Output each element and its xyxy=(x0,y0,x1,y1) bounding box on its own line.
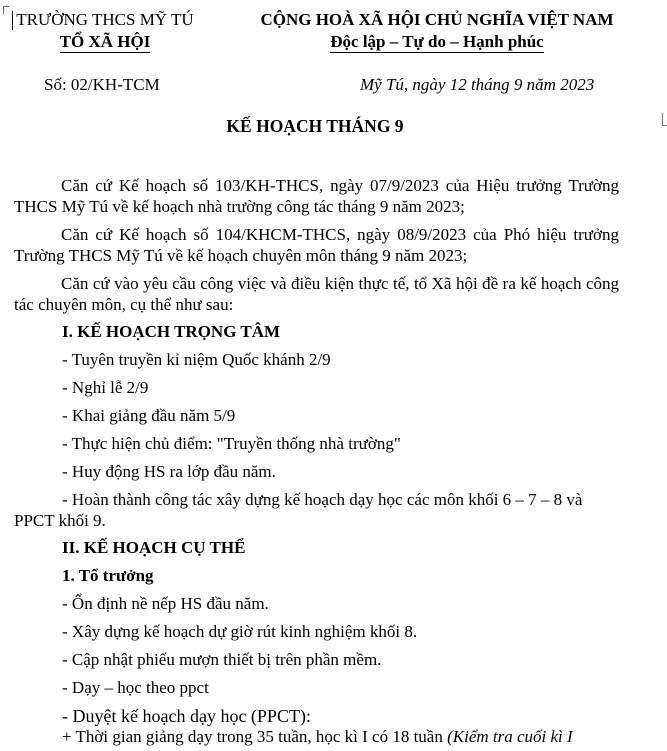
intro-paragraph-1: Căn cứ Kế hoạch số 103/KH-THCS, ngày 07/9/2023 của Hiệu trưởng Trường THCS Mỹ Tú về kế hoạch nhà trường công tác tháng 9 năm 2023; xyxy=(14,176,619,216)
margin-right-mark xyxy=(662,113,667,126)
section-1-item: - Nghỉ lễ 2/9 xyxy=(62,378,149,397)
document-number: Số: 02/KH-TCM xyxy=(44,75,160,94)
department-name-wrap xyxy=(14,32,196,53)
place-date: Mỹ Tú, ngày 12 tháng 9 năm 2023 xyxy=(360,75,595,94)
section-2-item: - Cập nhật phiếu mượn thiết bị trên phần mềm. xyxy=(62,650,382,669)
section-1-item: - Tuyên truyền kỉ niệm Quốc khánh 2/9 xyxy=(62,350,331,369)
intro-paragraph-2: Căn cứ Kế hoạch số 104/KHCM-THCS, ngày 08/9/2023 của Phó hiệu trưởng Trường THCS Mỹ Tú về kế hoạch chuyên môn tháng 9 năm 2023; xyxy=(14,225,619,265)
intro-paragraph-3: Căn cứ vào yêu cầu công việc và điều kiện thực tế, tổ Xã hội đề ra kế hoạch công tác chuyên môn, cụ thể như sau: xyxy=(14,274,619,314)
country-name: CỘNG HOÀ XÃ HỘI CHỦ NGHĨA VIỆT NAM xyxy=(260,10,614,29)
section-2-subheading: 1. Tổ trưởng xyxy=(62,566,154,585)
section-1-item-last-line-1: - Hoàn thành công tác xây dựng kế hoạch dạy học các môn khối 6 – 7 – 8 và xyxy=(62,490,583,509)
section-2-item: - Dạy – học theo ppct xyxy=(62,678,209,697)
section-1-item: - Huy động HS ra lớp đầu năm. xyxy=(62,462,276,481)
school-name: TRƯỜNG THCS MỸ TÚ xyxy=(16,10,194,29)
margin-corner-mark xyxy=(3,6,9,14)
section-2-item: - Ổn định nề nếp HS đầu năm. xyxy=(62,594,269,613)
section-1-item-last-line-2: PPCT khối 9. xyxy=(14,511,106,530)
teaching-time-text: + Thời gian giảng dạy trong 35 tuần, học kì I có 18 tuần xyxy=(62,727,448,746)
national-motto: Độc lập – Tự do – Hạnh phúc xyxy=(330,32,544,51)
document-title: KẾ HOẠCH THÁNG 9 xyxy=(226,116,404,136)
section-2-heading: II. KẾ HOẠCH CỤ THỂ xyxy=(62,538,246,557)
section-1-item: - Thực hiện chủ điểm: "Truyền thống nhà trường" xyxy=(62,434,401,453)
department-name: TỔ XÃ HỘI xyxy=(59,32,151,51)
section-1-heading: I. KẾ HOẠCH TRỌNG TÂM xyxy=(62,322,281,341)
text-cursor xyxy=(12,11,13,30)
section-2-item: - Xây dựng kế hoạch dự giờ rút kinh nghiệm khối 8. xyxy=(62,622,418,641)
review-plan-item: - Duyệt kế hoạch dạy học (PPCT): xyxy=(62,706,311,726)
teaching-time-italic: (Kiểm tra cuối kì I xyxy=(447,727,573,746)
section-1-item: - Khai giảng đầu năm 5/9 xyxy=(62,406,236,425)
motto-wrap xyxy=(246,32,628,53)
teaching-time-line xyxy=(62,727,573,747)
